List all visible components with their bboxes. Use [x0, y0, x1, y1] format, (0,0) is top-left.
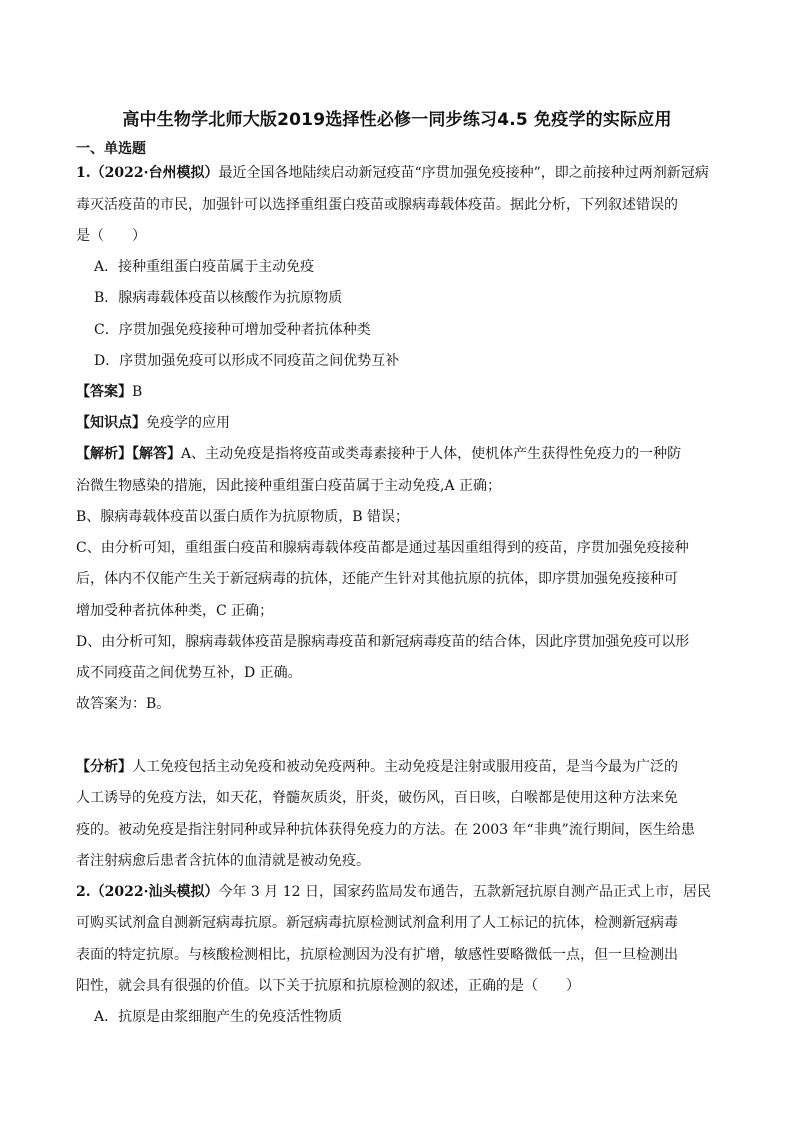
question-text: 今年 3 月 12 日，国家药监局发布通告，五款新冠抗原自测产品正式上市，居民: [218, 884, 711, 900]
analysis-line-4: C、由分析可知，重组蛋白疫苗和腺病毒载体疫苗都是通过基因重组得到的疫苗，序贯加强免疫接种: [76, 540, 689, 556]
fenxi-text: 人工免疫包括主动免疫和被动免疫两种。主动免疫是注射或服用疫苗，是当今最为广泛的: [132, 759, 678, 775]
analysis-text: A、主动免疫是指将疫苗或类毒素接种于人体，使机体产生获得性免疫力的一种防: [181, 446, 682, 462]
fenxi-line-4: 者注射病愈后患者含抗体的血清就是被动免疫。: [76, 853, 370, 869]
question-source: （2022·汕头模拟）: [90, 884, 219, 900]
question-1-line-3: 是（ ）: [76, 228, 146, 244]
option-b: B．腺病毒载体疫苗以核酸作为抗原物质: [94, 290, 343, 306]
analysis-line-2: 治微生物感染的措施，因此接种重组蛋白疫苗属于主动免疫,A 正确；: [76, 478, 502, 494]
answer-value: B: [132, 384, 143, 400]
question-2-line-2: 可购买试剂盒自测新冠病毒抗原。新冠病毒抗原检测试剂盒利用了人工标记的抗体，检测新冠病毒: [76, 915, 678, 931]
question-1-line-1: [76, 163, 709, 183]
question-number: 1.: [76, 165, 91, 181]
page-title: 高中生物学北师大版2019选择性必修一同步练习4.5 免疫学的实际应用: [122, 110, 672, 130]
option-a: A．接种重组蛋白疫苗属于主动免疫: [94, 259, 315, 275]
question-2-line-1: [76, 882, 711, 902]
knowledge-point-line: [76, 413, 230, 433]
question-1-line-2: 毒灭活疫苗的市民，加强针可以选择重组蛋白疫苗或腺病毒载体疫苗。据此分析，下列叙述错误的: [76, 197, 678, 213]
analysis-line-6: 增加受种者抗体种类，C 正确；: [76, 603, 274, 619]
option-d: D．序贯加强免疫可以形成不同疫苗之间优势互补: [94, 353, 400, 369]
analysis-line-7: D、由分析可知，腺病毒载体疫苗是腺病毒疫苗和新冠病毒疫苗的结合体，因此序贯加强免疫可以形: [76, 634, 690, 650]
fenxi-line-2: 人工诱导的免疫方法，如天花，脊髓灰质炎，肝炎，破伤风，百日咳，白喉都是使用这种方法来免: [76, 790, 678, 806]
answer-label: 【答案】: [76, 384, 132, 400]
knowledge-point-label: 【知识点】: [76, 415, 146, 431]
fenxi-line-3: 疫的。被动免疫是指注射同种或异种抗体获得免疫力的方法。在 2003 年“非典”流行期间，医生给患: [76, 822, 695, 838]
option-c: C．序贯加强免疫接种可增加受种者抗体种类: [94, 322, 371, 338]
knowledge-point-value: 免疫学的应用: [146, 415, 230, 431]
fenxi-label: 【分析】: [76, 759, 132, 775]
analysis-line-3: B、腺病毒载体疫苗以蛋白质作为抗原物质，B 错误；: [76, 509, 410, 525]
question-2-line-3: 表面的特定抗原。与核酸检测相比，抗原检测因为没有扩增，敏感性要略微低一点，但一旦检测出: [76, 947, 678, 963]
question-2-line-4: 阳性，就会具有很强的价值。以下关于抗原和抗原检测的叙述，正确的是（ ）: [76, 978, 580, 994]
answer-line: [76, 382, 142, 402]
analysis-label: 【解析】【解答】: [76, 446, 181, 462]
analysis-line-9: 故答案为：B。: [76, 696, 171, 712]
section-heading: 一、单选题: [76, 141, 146, 157]
question-source: （2022·台州模拟）: [90, 165, 219, 181]
question-number: 2.: [76, 884, 91, 900]
analysis-line-1: [76, 444, 681, 464]
fenxi-line-1: [76, 757, 678, 777]
question-text: 最近全国各地陆续启动新冠疫苗“序贯加强免疫接种”，即之前接种过两剂新冠病: [218, 165, 709, 181]
option-a: A．抗原是由浆细胞产生的免疫活性物质: [94, 1009, 343, 1025]
analysis-line-8: 成不同疫苗之间优势互补，D 正确。: [76, 665, 302, 681]
analysis-line-5: 后，体内不仅能产生关于新冠病毒的抗体，还能产生针对其他抗原的抗体，即序贯加强免疫接种可: [76, 571, 678, 587]
